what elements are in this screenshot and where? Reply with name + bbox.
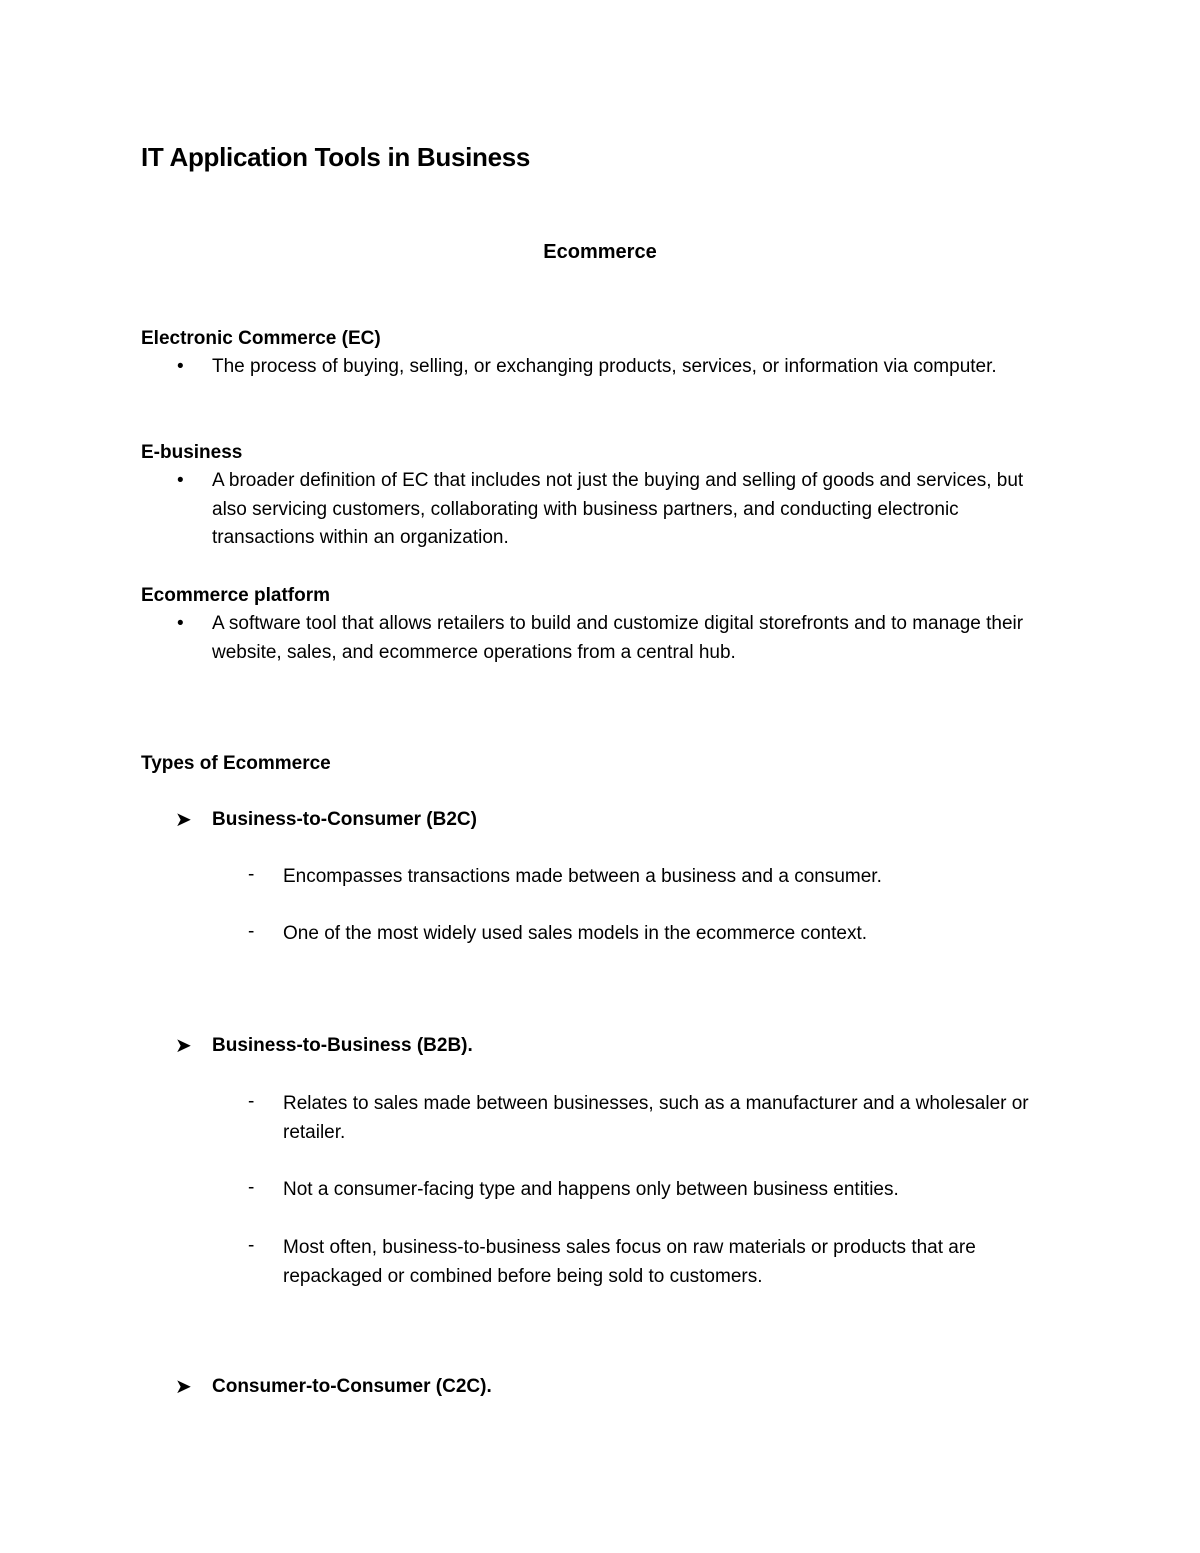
definition-term: Ecommerce platform (141, 585, 331, 606)
definition-term: E-business (141, 442, 243, 463)
dash-bullet-icon: - (248, 864, 255, 885)
bullet-icon: • (177, 470, 184, 491)
definition-text: A software tool that allows retailers to build and customize digital storefronts and to manage their website, sales, and ecommerce operations from a central hub. (212, 613, 1024, 663)
bullet-icon: • (177, 356, 184, 377)
arrow-bullet-icon: ➤ (175, 1035, 192, 1057)
arrow-bullet-icon: ➤ (175, 809, 192, 831)
bullet-icon: • (177, 613, 184, 634)
dash-bullet-icon: - (248, 1091, 255, 1112)
definition-text: The process of buying, selling, or exchanging products, services, or information via computer. (212, 356, 997, 377)
types-heading: Types of Ecommerce (141, 753, 331, 774)
type-name: Consumer-to-Consumer (C2C). (212, 1376, 492, 1397)
type-point-text: Encompasses transactions made between a business and a consumer. (283, 866, 882, 887)
type-point-text: Most often, business-to-business sales focus on raw materials or products that are repackaged or combined before being sold to customers. (283, 1237, 976, 1287)
section-heading: Ecommerce (543, 241, 657, 263)
arrow-bullet-icon: ➤ (175, 1376, 192, 1398)
type-name: Business-to-Consumer (B2C) (212, 809, 477, 830)
dash-bullet-icon: - (248, 1177, 255, 1198)
type-name: Business-to-Business (B2B). (212, 1035, 473, 1056)
dash-bullet-icon: - (248, 921, 255, 942)
type-point-text: Not a consumer-facing type and happens only between business entities. (283, 1179, 899, 1200)
type-point-text: Relates to sales made between businesses, such as a manufacturer and a wholesaler or retailer. (283, 1093, 1029, 1143)
type-point-text: One of the most widely used sales models in the ecommerce context. (283, 923, 867, 944)
definition-text: A broader definition of EC that includes not just the buying and selling of goods and services, but also servicing customers, collaborating with business partners, and conducting electronic transactions within an organization. (212, 470, 1024, 548)
document-title: IT Application Tools in Business (141, 142, 531, 172)
definition-term: Electronic Commerce (EC) (141, 328, 381, 349)
dash-bullet-icon: - (248, 1235, 255, 1256)
